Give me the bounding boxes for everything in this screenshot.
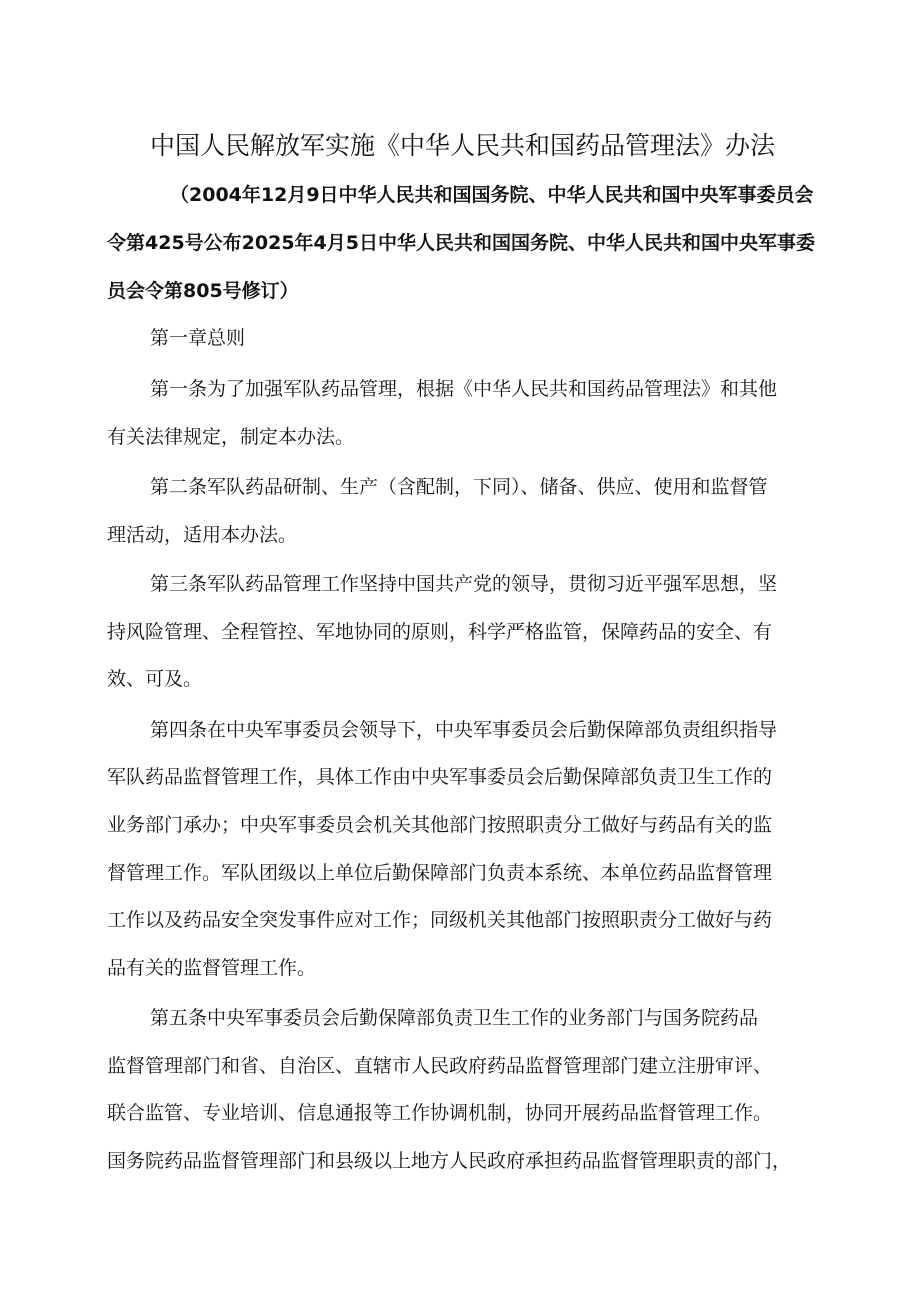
article-5-line-1: 第五条中央军事委员会后勤保障部负责卫生工作的业务部门与国务院药品: [150, 1007, 759, 1029]
document-title: 中国人民解放军实施《中华人民共和国药品管理法》办法: [150, 131, 776, 160]
article-4-line-5: 工作以及药品安全突发事件应对工作；同级机关其他部门按照职责分工做好与药: [107, 909, 773, 931]
article-5-line-3: 联合监管、专业培训、信息通报等工作协调机制，协同开展药品监督管理工作。: [107, 1102, 773, 1124]
subtitle-line-2: 令第425号公布2025年4月5日中华人民共和国国务院、中华人民共和国中央军事委: [107, 232, 815, 254]
article-4-line-6: 品有关的监督管理工作。: [107, 957, 317, 979]
article-4-line-4: 督管理工作。军队团级以上单位后勤保障部门负责本系统、本单位药品监督管理: [107, 862, 773, 884]
article-4-line-3: 业务部门承办；中央军事委员会机关其他部门按照职责分工做好与药品有关的监: [107, 814, 773, 836]
article-5-line-2: 监督管理部门和省、自治区、直辖市人民政府药品监督管理部门建立注册审评、: [107, 1055, 773, 1077]
article-3-line-3: 效、可及。: [107, 668, 203, 690]
subtitle-line-1: （2004年12月9日中华人民共和国国务院、中华人民共和国中央军事委员会: [170, 184, 814, 206]
article-2-line-1: 第二条军队药品研制、生产（含配制，下同）、储备、供应、使用和监督管: [150, 476, 768, 498]
chapter-heading: 第一章总则: [150, 327, 246, 349]
article-3-line-2: 持风险管理、全程管控、军地协同的原则，科学严格监管，保障药品的安全、有: [107, 621, 773, 643]
subtitle-line-3: 员会令第805号修订）: [107, 280, 299, 302]
article-4-line-2: 军队药品监督管理工作，具体工作由中央军事委员会后勤保障部负责卫生工作的: [107, 766, 773, 788]
article-1-line-1: 第一条为了加强军队药品管理，根据《中华人民共和国药品管理法》和其他: [150, 378, 778, 400]
article-1-line-2: 有关法律规定，制定本办法。: [107, 426, 355, 448]
article-4-line-1: 第四条在中央军事委员会领导下，中央军事委员会后勤保障部负责组织指导: [150, 719, 778, 741]
article-2-line-2: 理活动，适用本办法。: [107, 524, 298, 546]
article-5-line-4: 国务院药品监督管理部门和县级以上地方人民政府承担药品监督管理职责的部门，: [107, 1150, 792, 1172]
article-3-line-1: 第三条军队药品管理工作坚持中国共产党的领导，贯彻习近平强军思想，坚: [150, 573, 778, 595]
